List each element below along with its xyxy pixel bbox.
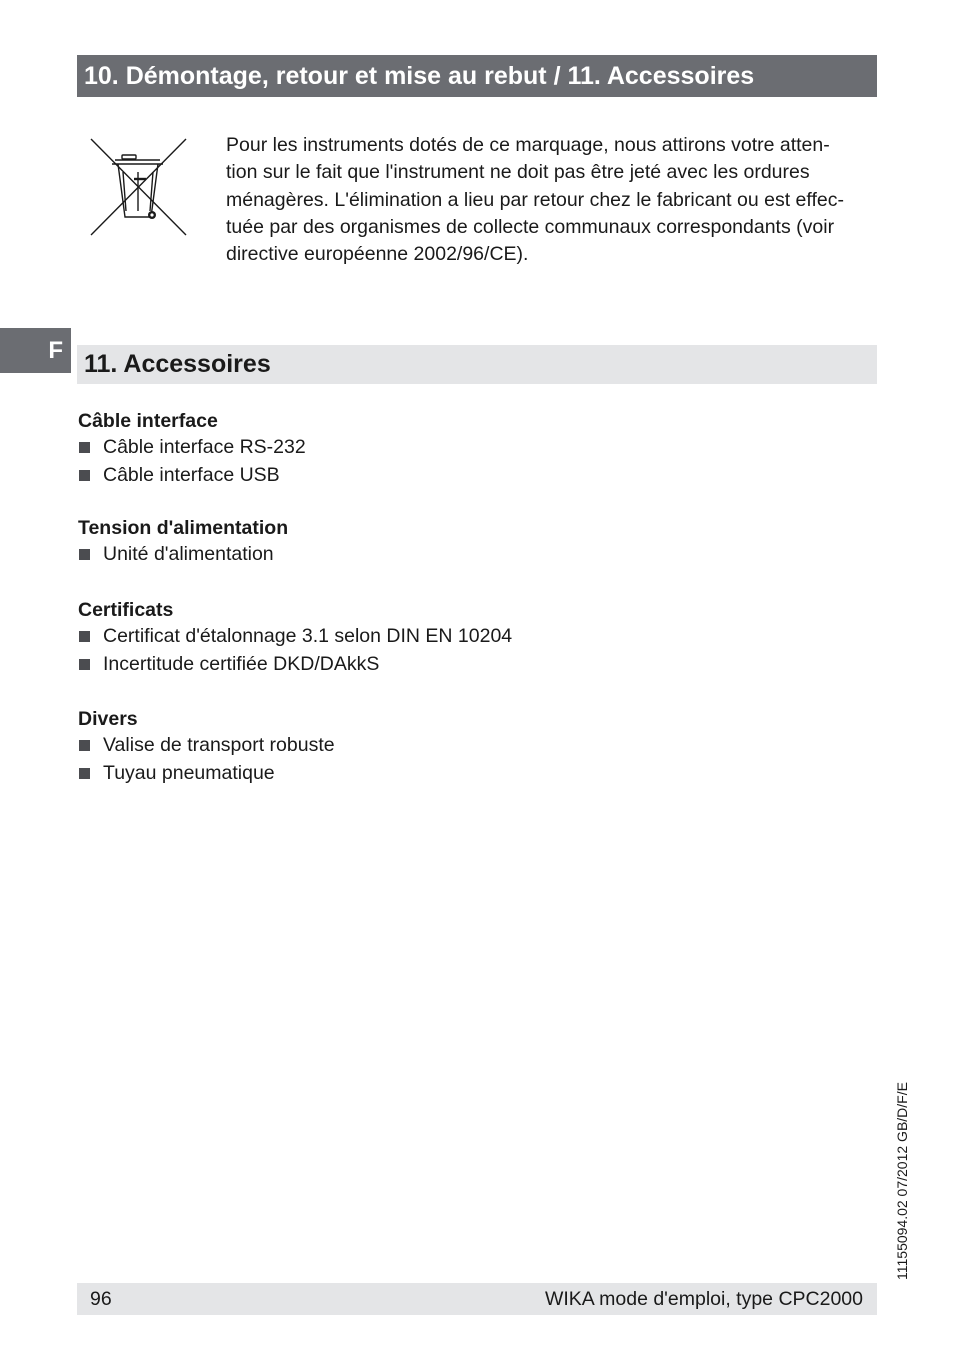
square-bullet-icon (79, 659, 90, 670)
square-bullet-icon (79, 631, 90, 642)
group-heading: Divers (78, 708, 138, 730)
list-item-label: Câble interface USB (103, 463, 280, 486)
square-bullet-icon (79, 768, 90, 779)
chapter-title: 10. Démontage, retour et mise au rebut / 11. Accessoires (77, 55, 877, 97)
group-heading: Certificats (78, 599, 174, 621)
accessory-group-miscellaneous (78, 706, 778, 787)
list-item (78, 462, 778, 490)
document-code: 11155094.02 07/2012 GB/D/F/E (894, 1082, 910, 1280)
list-item (78, 651, 778, 679)
accessory-group-certificates (78, 597, 778, 678)
accessory-group-interface-cable (78, 408, 778, 489)
page-footer (77, 1283, 877, 1315)
square-bullet-icon (79, 442, 90, 453)
list-item-label: Certificat d'étalonnage 3.1 selon DIN EN 10204 (103, 625, 513, 647)
accessory-group-power-supply (78, 515, 778, 569)
list-item (78, 760, 778, 788)
section-title: 11. Accessoires (77, 345, 877, 384)
list-item (78, 732, 778, 760)
language-tab: F (0, 328, 71, 373)
list-item-label: Incertitude certifiée DKD/DAkkS (103, 652, 380, 675)
disposal-notice-line: ménagères. L'élimination a lieu par retour chez le fabricant ou est effec- (226, 188, 844, 211)
footer-document-title: WIKA mode d'emploi, type CPC2000 (544, 1288, 863, 1310)
group-heading: Câble interface (78, 410, 218, 432)
disposal-notice-line: directive européenne 2002/96/CE). (226, 243, 529, 266)
square-bullet-icon (79, 470, 90, 481)
disposal-notice (226, 132, 871, 268)
list-item (78, 434, 778, 462)
disposal-notice-line: tion sur le fait que l'instrument ne doit pas être jeté avec les ordures (226, 161, 810, 184)
group-heading: Tension d'alimentation (78, 517, 289, 539)
page-number: 96 (90, 1288, 112, 1310)
list-item-label: Câble interface RS-232 (103, 436, 306, 458)
square-bullet-icon (79, 740, 90, 751)
list-item-label: Tuyau pneumatique (103, 761, 275, 784)
square-bullet-icon (79, 549, 90, 560)
list-item-label: Unité d'alimentation (103, 543, 274, 565)
disposal-notice-line: Pour les instruments dotés de ce marquage, nous attirons votre atten- (226, 134, 830, 156)
list-item-label: Valise de transport robuste (103, 734, 335, 756)
list-item (78, 541, 778, 569)
list-item (78, 623, 778, 651)
disposal-notice-line: tuée par des organismes de collecte communaux correspondants (voir (226, 215, 835, 238)
crossed-out-wheelie-bin-icon (88, 137, 188, 237)
